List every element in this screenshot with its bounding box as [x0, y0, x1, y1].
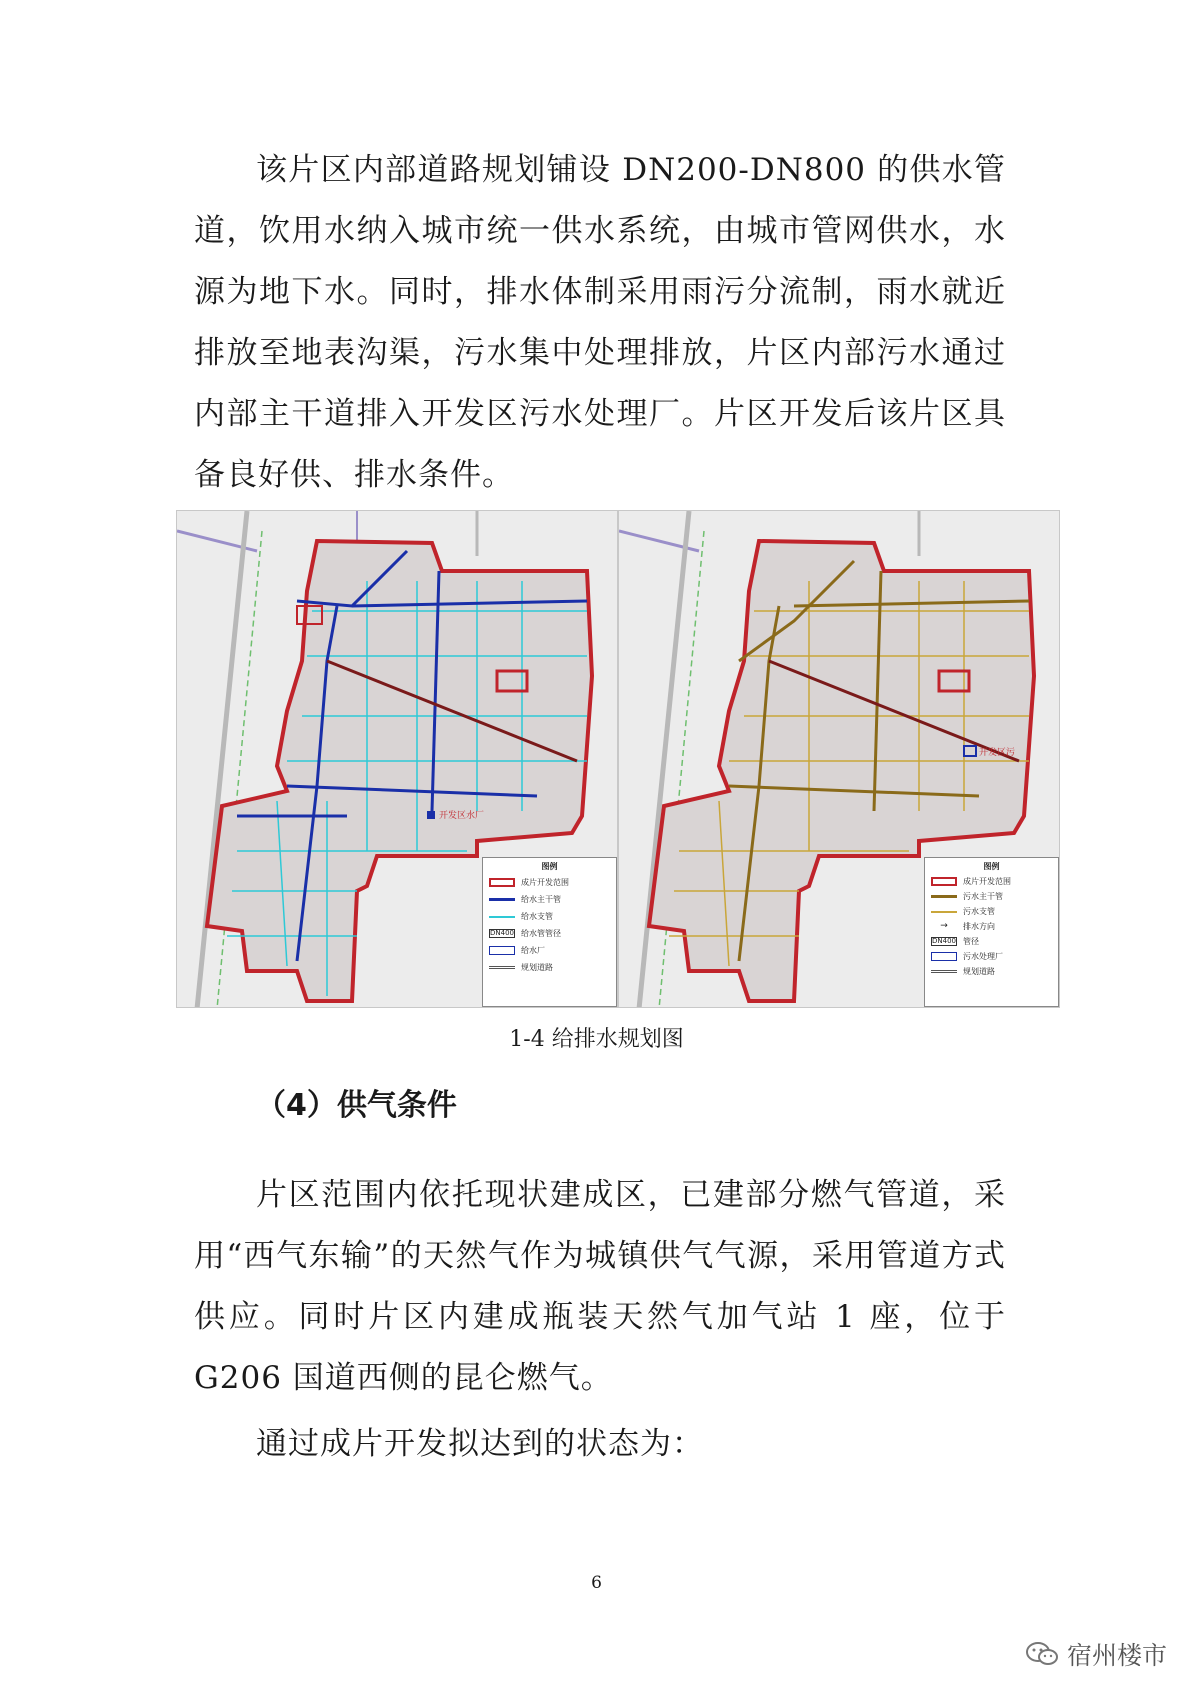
drainage-map — [618, 510, 1060, 1008]
page-number: 6 — [591, 1573, 602, 1593]
legend-item-label: 成片开发范围 — [521, 878, 569, 887]
legend-item-label: 给水主干管 — [521, 895, 561, 904]
legend-item-label: 规划道路 — [963, 967, 995, 976]
legend-item — [925, 904, 1058, 919]
legend-item-label: 给水管管径 — [521, 929, 561, 938]
legend-item — [925, 919, 1058, 934]
flow-direction-icon: → — [940, 921, 948, 931]
legend-item-label: 规划道路 — [521, 963, 553, 972]
treatment-plant-swatch — [931, 952, 957, 961]
branch-sewer-swatch — [931, 911, 957, 913]
paragraph-target-state: 通过成片开发拟达到的状态为： — [256, 1426, 704, 1462]
branch-pipe-swatch — [489, 916, 515, 918]
legend-item — [925, 874, 1058, 889]
main-pipe-swatch — [489, 898, 515, 901]
watermark-text: 宿州楼市 — [1066, 1641, 1167, 1670]
paragraph-gas-supply: 片区范围内依托现状建成区，已建部分燃气管道，采用“西气东输”的天然气作为城镇供气气源，采用管道方式供应。同时片区内建成瓶装天然气加气站 1 座，位于 G206 国道西侧的昆仑燃气。 — [194, 1177, 1006, 1396]
legend-item-label: 给水支管 — [521, 912, 553, 921]
legend-item-label: 污水处理厂 — [963, 952, 1003, 961]
legend-item — [483, 908, 616, 925]
boundary-swatch — [931, 877, 957, 886]
legend-item — [925, 889, 1058, 904]
legend-item — [483, 891, 616, 908]
waterworks-label: 开发区水厂 — [439, 811, 485, 821]
wechat-icon — [1025, 1641, 1059, 1667]
waterworks-swatch — [489, 946, 515, 955]
figure-caption: 1-4 给排水规划图 — [509, 1027, 684, 1052]
pipe-diameter-tag: DN400 — [490, 929, 514, 937]
pipe-diameter-tag: DN400 — [932, 937, 956, 945]
boundary-swatch — [489, 878, 515, 887]
legend-item-label: 排水方向 — [963, 922, 995, 931]
road-swatch — [931, 970, 957, 974]
legend-item — [483, 925, 616, 942]
water-drainage-figure — [176, 510, 1060, 1008]
legend-item — [483, 942, 616, 959]
paragraph-water-supply: 该片区内部道路规划铺设 DN200-DN800 的供水管道，饮用水纳入城市统一供水系统，由城市管网供水，水源为地下水。同时，排水体制采用雨污分流制，雨水就近排放至地表沟渠，污水集中处理排放，片区内部污水通过内部主干道排入开发区污水处理厂。片区开发后该片区具备良好供、排水条件。 — [194, 152, 1006, 493]
water-supply-map — [176, 510, 618, 1008]
legend-item-label: 给水厂 — [521, 946, 545, 955]
drainage-legend — [924, 857, 1059, 1007]
legend-item-label: 污水支管 — [963, 907, 995, 916]
legend-title: 图例 — [983, 862, 1000, 871]
section-heading: （4）供气条件 — [256, 1088, 457, 1123]
legend-title: 图例 — [541, 862, 558, 871]
legend-item — [483, 874, 616, 891]
legend-item-label: 成片开发范围 — [963, 877, 1011, 886]
main-sewer-swatch — [931, 895, 957, 898]
legend-item-label: 管径 — [963, 937, 979, 946]
watermark — [1025, 1636, 1167, 1672]
legend-item — [925, 949, 1058, 964]
legend-item — [483, 959, 616, 976]
legend-item — [925, 934, 1058, 949]
legend-item — [925, 964, 1058, 979]
legend-item-label: 污水主干管 — [963, 892, 1003, 901]
road-swatch — [489, 966, 515, 970]
plant-label: 开发区污 — [979, 748, 1016, 758]
water-supply-legend — [482, 857, 617, 1007]
